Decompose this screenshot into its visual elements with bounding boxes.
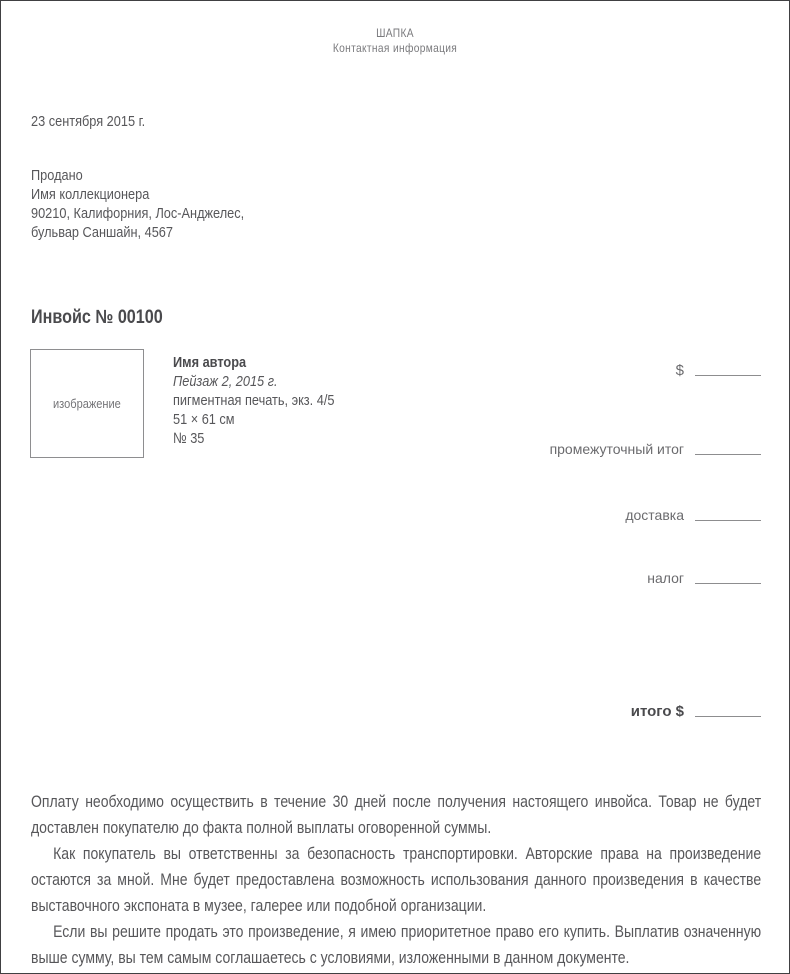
header-placeholder: ШАПКА	[376, 26, 414, 40]
artwork-dimensions: 51 × 61 см	[173, 411, 235, 428]
sold-to-label: Продано	[31, 167, 83, 184]
total-row	[441, 703, 761, 723]
subtotal-blank-line	[695, 454, 761, 455]
artwork-image-placeholder	[30, 349, 144, 458]
document-header	[60, 26, 730, 56]
subtotal-label: промежуточный итог	[549, 441, 684, 457]
shipping-blank-line	[695, 520, 761, 521]
invoice-date: 23 сентября 2015 г.	[31, 113, 146, 130]
artwork-details	[173, 353, 334, 448]
shipping-row	[441, 507, 761, 527]
collector-address-line1: 90210, Калифорния, Лос-Анджелес,	[31, 205, 245, 222]
tax-label: налог	[647, 570, 684, 586]
image-placeholder-label: изображение	[53, 396, 121, 411]
invoice-number-title: Инвойс № 00100	[31, 307, 163, 328]
sold-to-block	[31, 166, 244, 242]
terms-paragraph-copyright: Как покупатель вы ответственны за безопасность транспортировки. Авторские права на произведение остаются за мной. Мне будет предоставлена возможность использования данного произведения в качестве выставочного экспоната в музее, галерее или подобной организации.	[31, 845, 762, 915]
total-blank-line	[695, 716, 761, 717]
price-label: $	[675, 362, 684, 379]
collector-address-line2: бульвар Саншайн, 4567	[31, 224, 173, 241]
terms-and-conditions	[31, 789, 761, 971]
terms-paragraph-payment: Оплату необходимо осуществить в течение 30 дней после получения настоящего инвойса. Товар не будет доставлен покупателю до факта полной выплаты оговоренной суммы.	[31, 793, 762, 837]
tax-blank-line	[695, 583, 761, 584]
collector-name: Имя коллекционера	[31, 186, 150, 203]
price-blank-line	[695, 375, 761, 376]
subtotal-row	[441, 441, 761, 461]
artwork-title: Пейзаж 2, 2015 г.	[173, 373, 278, 390]
total-label: итого $	[630, 703, 684, 720]
tax-row	[441, 570, 761, 590]
price-row	[441, 362, 761, 382]
artwork-medium: пигментная печать, экз. 4/5	[173, 392, 335, 409]
terms-paragraph-resale: Если вы решите продать это произведение, я имею приоритетное право его купить. Выплатив означенную выше сумму, вы тем самым соглашаетесь с условиями, изложенными в данном документе.	[31, 923, 762, 967]
artwork-edition-number: № 35	[173, 430, 205, 447]
contact-info-placeholder: Контактная информация	[332, 41, 458, 55]
shipping-label: доставка	[625, 507, 684, 523]
artist-name: Имя автора	[173, 354, 247, 371]
